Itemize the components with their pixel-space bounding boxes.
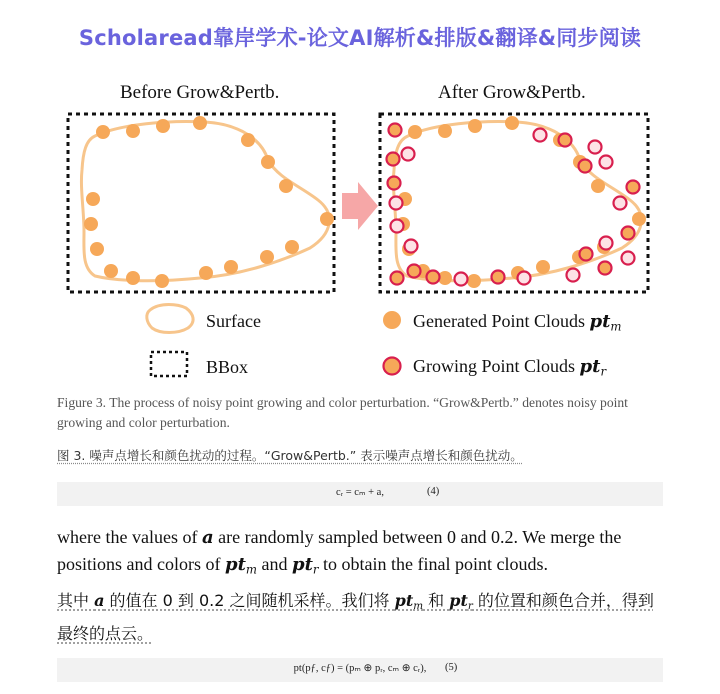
growing-point [614, 197, 627, 210]
generated-point [285, 240, 299, 254]
growing-point [405, 240, 418, 253]
generated-point [591, 179, 605, 193]
generated-point [261, 155, 275, 169]
growing-point [492, 271, 505, 284]
generated-point [260, 250, 274, 264]
growing-point [389, 124, 402, 137]
generated-point [156, 119, 170, 133]
generated-point [438, 124, 452, 138]
growing-point [388, 177, 401, 190]
legend-bbox-swatch [151, 352, 187, 376]
generated-point [224, 260, 238, 274]
growing-point [622, 227, 635, 240]
generated-point [468, 119, 482, 133]
generated-point [104, 264, 118, 278]
panel-left-title: Before Grow&Pertb. [120, 82, 280, 103]
growing-point [455, 273, 468, 286]
legend-growing-swatch [384, 358, 401, 375]
generated-point [241, 133, 255, 147]
legend-surface-swatch [147, 305, 193, 333]
generated-point [632, 212, 646, 226]
generated-points-left [84, 116, 334, 288]
growing-point [427, 271, 440, 284]
legend-generated-swatch [383, 311, 401, 329]
scholaread-banner: Scholaread靠岸学术-论文AI解析&排版&翻译&同步阅读 [78, 26, 642, 50]
growing-point [589, 141, 602, 154]
growing-point [600, 237, 613, 250]
legend-growing-text: Growing Point Clouds [413, 356, 576, 376]
generated-point [126, 271, 140, 285]
generated-point [467, 274, 481, 288]
growing-point [391, 272, 404, 285]
growing-point [600, 156, 613, 169]
equation-4-number: (4) [427, 486, 440, 497]
paragraph-en: where the values of a are randomly sampled between 0 and 0.2. We merge the positions and colors of $pt_m$ and $pt_r$ to obtain the final point clouds. [57, 527, 622, 577]
growing-point [599, 262, 612, 275]
generated-point [90, 242, 104, 256]
generated-point [408, 125, 422, 139]
equation-5-number: (5) [445, 662, 458, 673]
surface-right [393, 122, 641, 281]
generated-point [84, 217, 98, 231]
generated-point [86, 192, 100, 206]
paragraph-zh: 其中 a 的值在 0 到 0.2 之间随机采样。我们将 $pt_m$ 和 $pt_r$ 的位置和颜色合并，得到最终的点云。 [57, 591, 654, 644]
generated-point [155, 274, 169, 288]
surface-left [81, 122, 329, 281]
growing-point [387, 153, 400, 166]
equation-5-body: pt(pƒ, cƒ) = (pₘ ⊕ pᵣ, cₘ ⊕ cᵣ), [293, 663, 427, 674]
legend-generated-text: Generated Point Clouds [413, 311, 585, 331]
equation-5 [57, 658, 663, 682]
legend-growing-math: $pt_r$ [579, 356, 607, 379]
growing-point [579, 160, 592, 173]
equation-4 [57, 482, 663, 506]
generated-point [126, 124, 140, 138]
generated-point [193, 116, 207, 130]
generated-point [536, 260, 550, 274]
growing-point [567, 269, 580, 282]
growing-point [580, 248, 593, 261]
generated-point [279, 179, 293, 193]
growing-point [559, 134, 572, 147]
generated-point [320, 212, 334, 226]
transform-arrow [342, 182, 378, 230]
legend-growing-label [413, 356, 606, 379]
growing-points-right [387, 124, 640, 286]
figure-caption-zh: 图 3. 噪声点增长和颜色扰动的过程。“Grow&Pertb.” 表示噪声点增长和颜色扰动。 [57, 448, 523, 463]
legend-generated-label [413, 311, 621, 334]
growing-point [518, 272, 531, 285]
figure-caption-en: Figure 3. The process of noisy point growing and color perturbation. “Grow&Pertb.” denotes noisy point growing and color perturbation. [57, 395, 628, 430]
legend-bbox-label: BBox [206, 357, 249, 377]
growing-point [622, 252, 635, 265]
growing-point [408, 265, 421, 278]
growing-point [627, 181, 640, 194]
equation-4-body: cᵣ = cₘ + a, [336, 487, 384, 498]
legend-generated-math: $pt_m$ [589, 311, 622, 334]
growing-point [390, 197, 403, 210]
legend-surface-label: Surface [206, 311, 261, 331]
growing-point [534, 129, 547, 142]
generated-point [96, 125, 110, 139]
panel-right-title: After Grow&Pertb. [438, 82, 586, 103]
growing-point [391, 220, 404, 233]
growing-point [402, 148, 415, 161]
generated-point [505, 116, 519, 130]
generated-point [199, 266, 213, 280]
